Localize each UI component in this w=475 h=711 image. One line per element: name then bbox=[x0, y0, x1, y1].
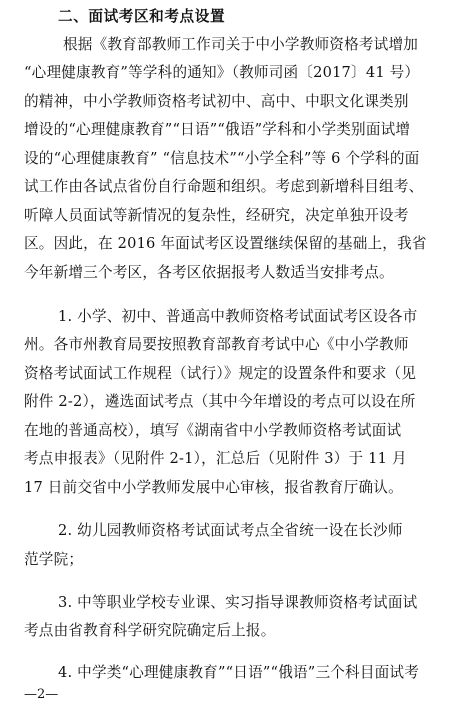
paragraph-line: 设的“心理健康教育” “信息技术”“小学全科”等 6 个学科的面 bbox=[24, 150, 420, 167]
paragraph-line: 附件 2-2），遴选面试考点（其中今年增设的考点可以设在所 bbox=[24, 393, 416, 410]
paragraph-line: 增设的“心理健康教育”“日语”“俄语”学科和小学类别面试增 bbox=[24, 121, 411, 138]
page-number: —2— bbox=[24, 687, 59, 702]
paragraph-line: 试工作由各试点省份自行命题和组织。考虑到新增科目组考、 bbox=[24, 178, 424, 195]
paragraph-line: 资格考试面试工作规程（试行）》规定的设置条件和要求（见 bbox=[24, 365, 417, 382]
list-item-2-line: 2. 幼儿园教师资格考试面试考点全省统一设在长沙师 bbox=[58, 522, 403, 539]
paragraph-line: 的精神，中小学教师资格考试初中、高中、中职文化课类别 bbox=[24, 93, 409, 110]
paragraph-line: 考点申报表》（见附件 2-1），汇总后（见附件 3）于 11 月 bbox=[24, 450, 407, 467]
list-item-3-line: 3. 中等职业学校专业课、实习指导课教师资格考试面试 bbox=[58, 594, 418, 611]
section-heading: 二、面试考区和考点设置 bbox=[58, 8, 226, 25]
paragraph-line: “心理健康教育”等学科的通知》（教师司函〔2017〕41 号） bbox=[24, 64, 420, 81]
paragraph-line: 听障人员面试等新情况的复杂性，经研究，决定单独开设考 bbox=[24, 207, 409, 224]
paragraph-line: 在地的普通高校），填写《湖南省中小学教师资格考试面试 bbox=[24, 422, 402, 439]
paragraph-line: 州。各市州教育局要按照教育部教育考试中心《中小学教师 bbox=[24, 336, 409, 353]
list-item-4-line: 4. 中学类“心理健康教育”“日语”“俄语”三个科目面试考 bbox=[58, 664, 420, 681]
list-item-1-line: 1. 小学、初中、普通高中教师资格考试面试考区设各市 bbox=[58, 308, 418, 325]
paragraph-line: 根据《教育部教师工作司关于中小学教师资格考试增加 bbox=[63, 36, 419, 53]
paragraph-line: 今年新增三个考区，各考区依据报考人数适当安排考点。 bbox=[24, 264, 394, 281]
paragraph-line: 区。因此，在 2016 年面试考区设置继续保留的基础上，我省 bbox=[24, 235, 427, 252]
paragraph-line: 范学院； bbox=[24, 551, 84, 568]
paragraph-line: 考点由省教育科学研究院确定后上报。 bbox=[24, 622, 276, 639]
paragraph-line: 17 日前交省中小学教师发展中心审核，报省教育厅确认。 bbox=[24, 479, 403, 496]
